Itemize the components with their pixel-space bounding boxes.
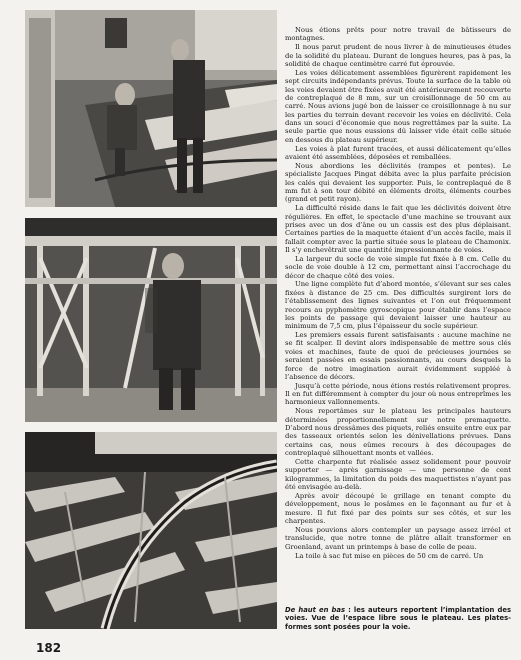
article-paragraph: Nous reportâmes sur le plateau les principales hauteurs déterminées proportionnellement sur notre premaquette. D’abord nous dressâmes des piquets, reliés ensuite entre eux par des tasseaux orientés selon les dénivellations prévues. Dans certains cas, nous eûmes recours à des découpages de contreplaqué silhouettant monts et vallées. bbox=[285, 407, 511, 458]
photo-caption bbox=[285, 606, 511, 631]
photo-track-layout bbox=[25, 10, 277, 207]
article-paragraph: Nous étions prêts pour notre travail de bâtisseurs de montagnes. bbox=[285, 26, 511, 43]
photo-space-under-plateau-image bbox=[25, 218, 277, 422]
article-paragraph: Les premiers essais furent satisfaisants : aucune machine ne se fit scalper. Il devint alors indispensable de mettre sous clés voies et machines, faute de quoi de précieuses journées se seraient passées en essais passionnants, au cours desquels la force de notre imagination aurait évidemment suppléé à l’absence de décors. bbox=[285, 331, 511, 381]
article-paragraph: Les voies à plat furent tracées, et aussi délicatement qu’elles avaient été assemblées, déposées et remballées. bbox=[285, 144, 511, 161]
article-paragraph: La difficulté réside dans le fait que les déclivités doivent être régulières. En effet, le spectacle d’une machine se trouvant aux prises avec un dos d’âne ou un cassis est des plus déplaisant. Certaines parties de la maquette étaient d’un accès facile, mais il fallait compter avec la partie située sous le plateau de Chamonix. Il s’y enchevêtrait une quantité impressionnante de voies. bbox=[285, 204, 511, 254]
caption-lead: De haut en bas bbox=[285, 606, 346, 614]
page-number: 182 bbox=[36, 641, 62, 655]
article-paragraph: Nous abordions les déclivités (rampes et pentes). Le spécialiste Jacques Pingat débita avec la plus parfaite précision les calés qui devaient les supporter. Puis, le contreplaqué de 8 mm fut à son tour débité en éléments droits, éléments courbes (grand et petit rayon). bbox=[285, 161, 511, 204]
article-paragraph: Jusqu’à cette période, nous étions restés relativement propres. Il en fut différemment à compter du jour où nous entreprîmes les harmonieux vallonnements. bbox=[285, 381, 511, 407]
article-paragraph: Après avoir découpé le grillage en tenant compte du développement, nous le posâmes en le façonnant au fur et à mesure. Il fut fixé par des points sur ses côtés, et sur les charpentes. bbox=[285, 492, 511, 526]
article-text-column bbox=[285, 26, 511, 560]
article-paragraph: Les voies délicatement assemblées figurèrent rapidement les sept circuits indépendants prévus. Toute la surface de la table où les voies devaient être fixées avait été antérieurement recouverte de contreplaqué de 8 mm, sur un croisillonnage de 50 cm au carré. Nous avions jugé bon de laisser ce croisillonnage à nu sur les parties du terrain devant recevoir les voies en déclivité. Cela dans un souci d’économie que nous regrettâmes par la suite. La seule partie que nous eussions dû laisser vide était celle située en dessous du plateau supérieur. bbox=[285, 68, 511, 144]
photo-track-platforms-image bbox=[25, 432, 277, 629]
article-paragraph: Il nous parut prudent de nous livrer à de minutieuses études de la solidité du plateau. Durant de longues heures, pas à pas, la solidité de chaque centimètre carré fut éprouvée. bbox=[285, 43, 511, 68]
article-paragraph: La toile à sac fut mise en pièces de 50 cm de carré. Un bbox=[295, 551, 484, 560]
caption-text: : les auteurs reportent l’implantation des voies. Vue de l’espace libre sous le plateau. Les plates-formes sont posées pour la voie. bbox=[285, 606, 512, 631]
photo-track-layout-image bbox=[25, 10, 277, 207]
article-paragraph: Cette charpente fut réalisée assez solidement pour pouvoir supporter — après garnissage — une personne de cent kilogrammes, la limitation du poids des maquettistes n’ayant pas été envisagée au-delà. bbox=[285, 458, 511, 492]
article-paragraph: Nous pouvions alors contempler un paysage assez irréel et translucide, que notre tonne de plâtre allait transformer en Groenland, avant un printemps à base de colle de peau. bbox=[285, 526, 511, 551]
photo-space-under-plateau bbox=[25, 218, 277, 422]
photo-track-platforms bbox=[25, 432, 277, 629]
article-paragraph: La largeur du socle de voie simple fut fixée à 8 cm. Celle du socle de voie double à 12 cm, permettant ainsi l’accrochage du décor de chaque côté des voies. bbox=[285, 254, 511, 280]
article-paragraph: Une ligne complète fut d’abord montée, s’élevant sur ses cales fixées à distance de 25 cm. Des difficultés surgirent lors de l’établissement des lignes suivantes et l’on eut fréquemment recours au pyphomètre gyroscopique pour établir dans l’espace les points de passage qui devaient laisser une hauteur au minimum de 7,5 cm, plus l’épaisseur du socle supérieur. bbox=[285, 280, 511, 331]
